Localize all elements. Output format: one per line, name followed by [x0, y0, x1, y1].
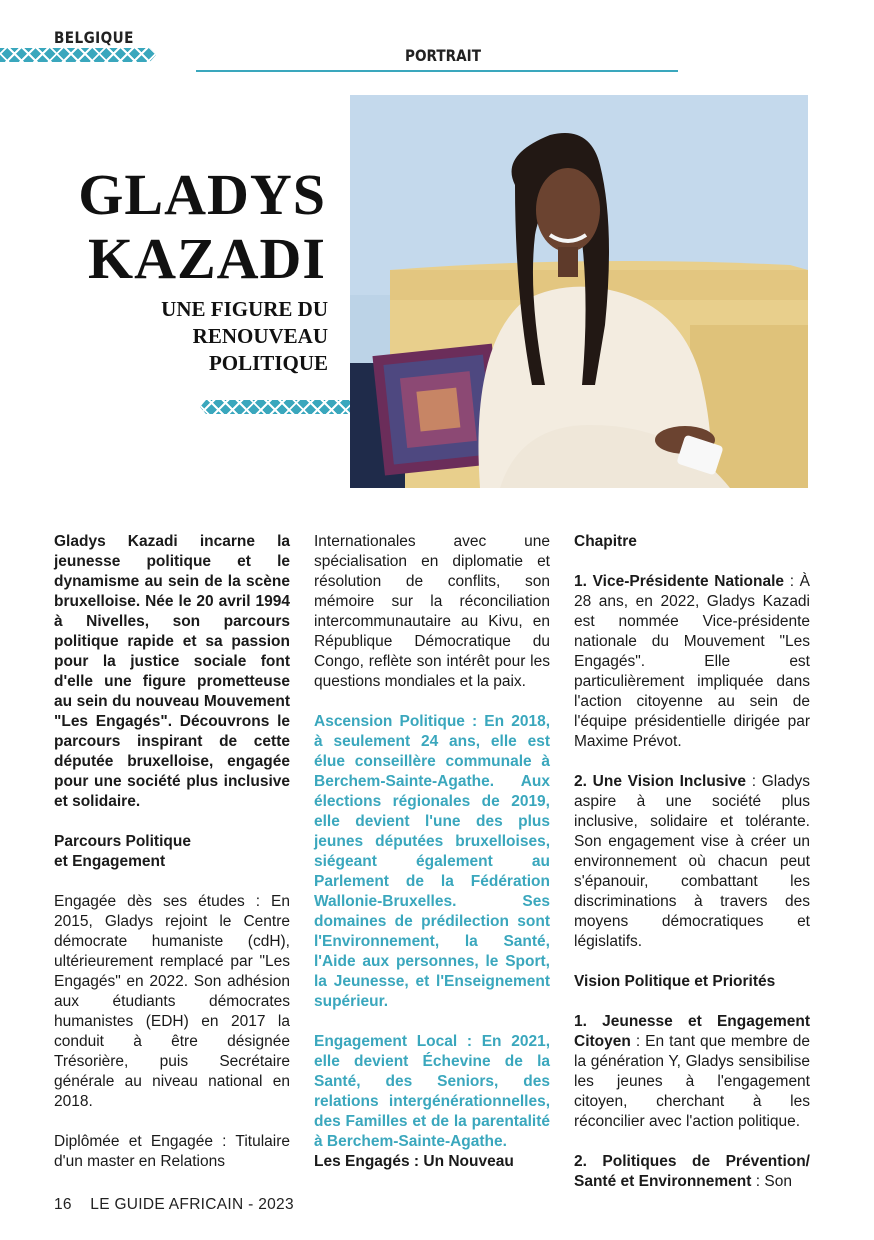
section-heading-vision: Vision Politique et Priorités	[574, 973, 776, 990]
intro-paragraph: Gladys Kazadi incarne la jeunesse politique et le dynamisme au sein de la scène bruxelloise. Née le 20 avril 1994 à Nivelles, son parcours politique rapide et sa passion pour la justice sociale font d'elle une figure prometteuse au sein du nouveau Mouvement "Les Engagés". Découvrons le parcours inspirant de cette députée bruxelloise, engagée pour une société plus inclusive et solidaire.	[54, 533, 290, 810]
section-heading-parcours	[54, 832, 290, 872]
decorative-pattern-band	[0, 48, 156, 62]
section-heading-chapitre: Chapitre	[574, 533, 637, 550]
subtitle-line: UNE FIGURE DU	[161, 297, 328, 321]
paragraph-nouveau-chapitre: Les Engagés : Un Nouveau	[314, 1153, 514, 1170]
portrait-photo	[350, 95, 808, 488]
page-footer	[54, 1196, 294, 1214]
decorative-pattern-band	[200, 400, 350, 414]
page-number: 16	[54, 1196, 72, 1213]
item-text: : En tant que membre de la génération Y, Gladys sensibilise les jeunes à l'engagement citoyen, cherchant à les réconcilier avec l'action politique.	[574, 1033, 810, 1130]
paragraph-ascension: Ascension Politique : En 2018, à seulement 24 ans, elle est élue conseillère communale à Berchem-Sainte-Agathe. Aux élections régionales de 2019, elle devient l'une des plus jeunes députées bruxelloises, siégeant également au Parlement de la Fédération Wallonie-Bruxelles. Ses domaines de prédilection sont l'Environnement, la Santé, l'Aide aux personnes, le Sport, la Jeunesse, et l'Enseignement supérieur.	[314, 713, 550, 1010]
paragraph-parcours: Engagée dès ses études : En 2015, Gladys rejoint le Centre démocrate humaniste (cdH), ultérieurement remplacé par "Les Engagés" en 2022. Son adhésion aux étudiants démocrates humanistes (EDH) en 2017 la conduit à être désignée Trésorière, puis Secrétaire générale au niveau national en 2018.	[54, 893, 290, 1110]
title-first-name: GLADYS	[78, 162, 326, 227]
text-column-3	[574, 532, 810, 1192]
item-lead: 2. Politiques de Prévention/ Santé et Environnement	[574, 1153, 810, 1190]
paragraph-diplome-start: Diplômée et Engagée : Titulaire d'un master en Relations	[54, 1133, 290, 1170]
item-lead: 1. Jeunesse et Engagement Citoyen	[574, 1013, 810, 1050]
item-lead: 2. Une Vision Inclusive	[574, 773, 746, 790]
text-column-1	[54, 532, 290, 1172]
portrait-illustration	[350, 95, 808, 488]
section-tag: BELGIQUE	[54, 28, 134, 47]
page-title	[78, 163, 326, 291]
heading-line: Parcours Politique	[54, 833, 191, 850]
publication-name: LE GUIDE AFRICAIN - 2023	[90, 1196, 294, 1213]
text-column-2	[314, 532, 550, 1172]
subtitle-line: RENOUVEAU	[192, 324, 328, 348]
paragraph-engagement-local: Engagement Local : En 2021, elle devient Échevine de la Santé, des Seniors, des relations intergénérationnelles, des Familles et de la parentalité à Berchem-Sainte-Agathe.	[314, 1033, 550, 1150]
subtitle-line: POLITIQUE	[208, 351, 328, 375]
paragraph-jeunesse	[574, 1012, 810, 1132]
paragraph-prevention	[574, 1152, 810, 1192]
rubric-divider	[196, 70, 678, 72]
page-subtitle	[161, 296, 328, 377]
item-text: : À 28 ans, en 2022, Gladys Kazadi est nommée Vice-présidente nationale du Mouvement "Les Engagés". Elle est particulièrement impliquée dans l'action citoyenne au sein de l'équipe présidentielle dirigée par Maxime Prévot.	[574, 573, 810, 750]
item-text: : Son	[751, 1173, 792, 1190]
heading-line: et Engagement	[54, 853, 166, 870]
rubric-label: PORTRAIT	[405, 46, 482, 65]
paragraph-vice-presidente	[574, 572, 810, 752]
item-lead: 1. Vice-Présidente Nationale	[574, 573, 785, 590]
paragraph-vision-inclusive	[574, 772, 810, 952]
paragraph-diplome-continued: Internationales avec une spécialisation en diplomatie et résolution de conflits, son mémoire sur la réconciliation intercommunautaire au Kivu, en République Démocratique du Congo, reflète son intérêt pour les questions mondiales et la paix.	[314, 533, 550, 690]
item-text: : Gladys aspire à une société plus inclusive, solidaire et tolérante. Son engagement vise à créer un environnement où chacun peut s'épanouir, combattant les discriminations à travers des moyens démocratiques et législatifs.	[574, 773, 810, 950]
title-last-name: KAZADI	[87, 226, 326, 291]
